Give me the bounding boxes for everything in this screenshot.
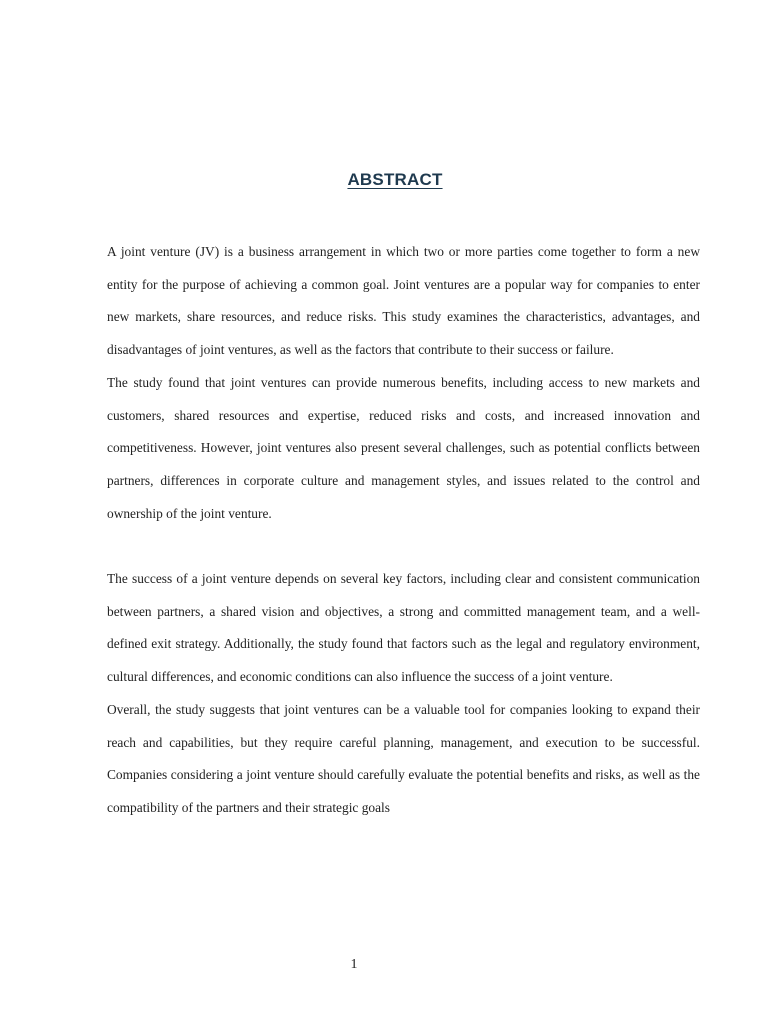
paragraph-spacer [107, 530, 700, 563]
abstract-body [107, 236, 700, 825]
paragraph-4: Overall, the study suggests that joint ventures can be a valuable tool for companies looking to expand their reach and capabilities, but they require careful planning, management, and execution to be successful. Companies considering a joint venture should carefully evaluate the potential benefits and risks, as well as the compatibility of the partners and their strategic goals [107, 701, 700, 815]
page-number: 1 [350, 957, 358, 972]
page-title: ABSTRACT [347, 170, 443, 189]
paragraph-3: The success of a joint venture depends on several key factors, including clear and consistent communication between partners, a shared vision and objectives, a strong and committed management team, and a well-defined exit strategy. Additionally, the study found that factors such as the legal and regulatory environment, cultural differences, and economic conditions can also influence the success of a joint venture. [107, 571, 700, 685]
paragraph-1: A joint venture (JV) is a business arrangement in which two or more parties come together to form a new entity for the purpose of achieving a common goal. Joint ventures are a popular way for companies to enter new markets, share resources, and reduce risks. This study examines the characteristics, advantages, and disadvantages of joint ventures, as well as the factors that contribute to their success or failure. [107, 244, 700, 358]
paragraph-2: The study found that joint ventures can provide numerous benefits, including access to new markets and customers, shared resources and expertise, reduced risks and costs, and increased innovation and competitiveness. However, joint ventures also present several challenges, such as potential conflicts between partners, differences in corporate culture and management styles, and issues related to the control and ownership of the joint venture. [107, 374, 700, 521]
